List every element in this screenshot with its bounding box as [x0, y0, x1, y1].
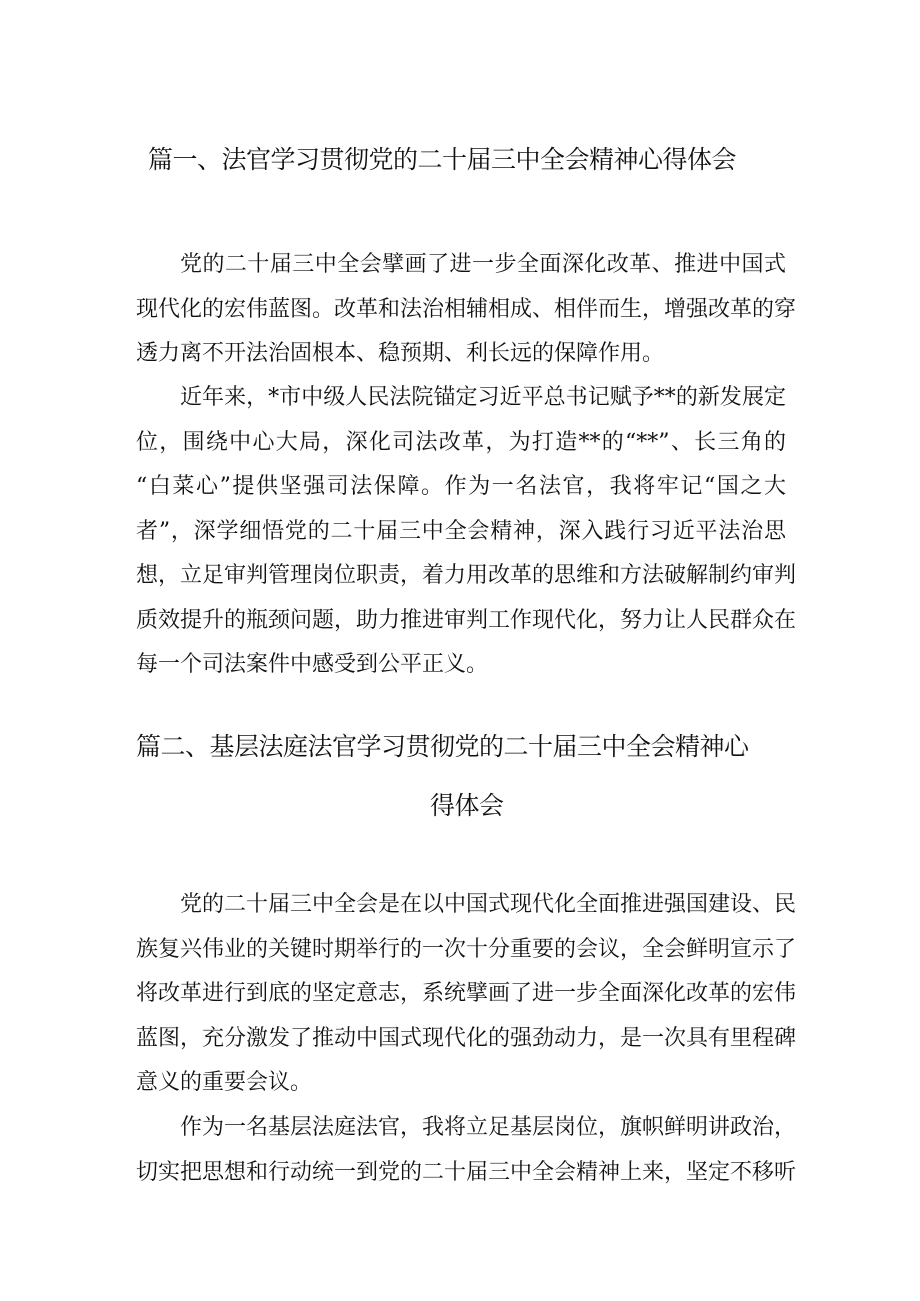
text-line: 现代化的宏伟蓝图。改革和法治相辅相成、相伴而生，增强改革的穿	[136, 296, 797, 322]
text-line: 透力离不开法治固根本、稳预期、利长远的保障作用。	[136, 341, 665, 366]
text-line: 意义的重要会议。	[136, 1070, 313, 1095]
section2-title-line1: 篇二、基层法庭法官学习贯彻党的二十届三中全会精神心	[136, 732, 749, 761]
section1-paragraph-2	[136, 376, 797, 688]
text-line: 将改革进行到底的坚定意志，系统擘画了进一步全面深化改革的宏伟	[136, 981, 797, 1006]
text-line: 蓝图，充分激发了推动中国式现代化的强劲动力，是一次具有里程碑	[136, 1025, 797, 1051]
text-line: 近年来，*市中级人民法院锚定习近平总书记赋予**的新发展定	[180, 385, 786, 410]
section2-paragraph-2	[136, 1106, 797, 1195]
text-line: 党的二十届三中全会是在以中国式现代化全面推进强国建设、民	[180, 892, 797, 917]
text-line: 者”，深学细悟党的二十届三中全会精神，深入践行习近平法治思	[136, 518, 786, 544]
text-line: 族复兴伟业的关键时期举行的一次十分重要的会议，全会鲜明宣示了	[136, 936, 797, 962]
text-line: 作为一名基层法庭法官，我将立足基层岗位，旗帜鲜明讲政治，	[180, 1115, 797, 1140]
text-line: 想，立足审判管理岗位职责，着力用改革的思维和方法破解制约审判	[136, 563, 797, 588]
section1-title: 篇一、法官学习贯彻党的二十届三中全会精神心得体会	[148, 145, 737, 174]
section2-paragraph-1	[136, 883, 797, 1106]
section2-title-line2: 得体会	[430, 791, 504, 820]
text-line: “白菜心”提供坚强司法保障。作为一名法官，我将牢记“国之大	[136, 474, 786, 499]
text-line: 党的二十届三中全会擘画了进一步全面深化改革、推进中国式	[180, 252, 786, 277]
text-line: 位，围绕中心大局，深化司法改革，为打造**的“**”、长三角的	[136, 429, 786, 455]
text-line: 质效提升的瓶颈问题，助力推进审判工作现代化，努力让人民群众在	[136, 607, 797, 633]
section1-paragraph-1	[136, 243, 797, 377]
text-line: 每一个司法案件中感受到公平正义。	[136, 652, 489, 677]
text-line: 切实把思想和行动统一到党的二十届三中全会精神上来，坚定不移听	[136, 1159, 797, 1185]
